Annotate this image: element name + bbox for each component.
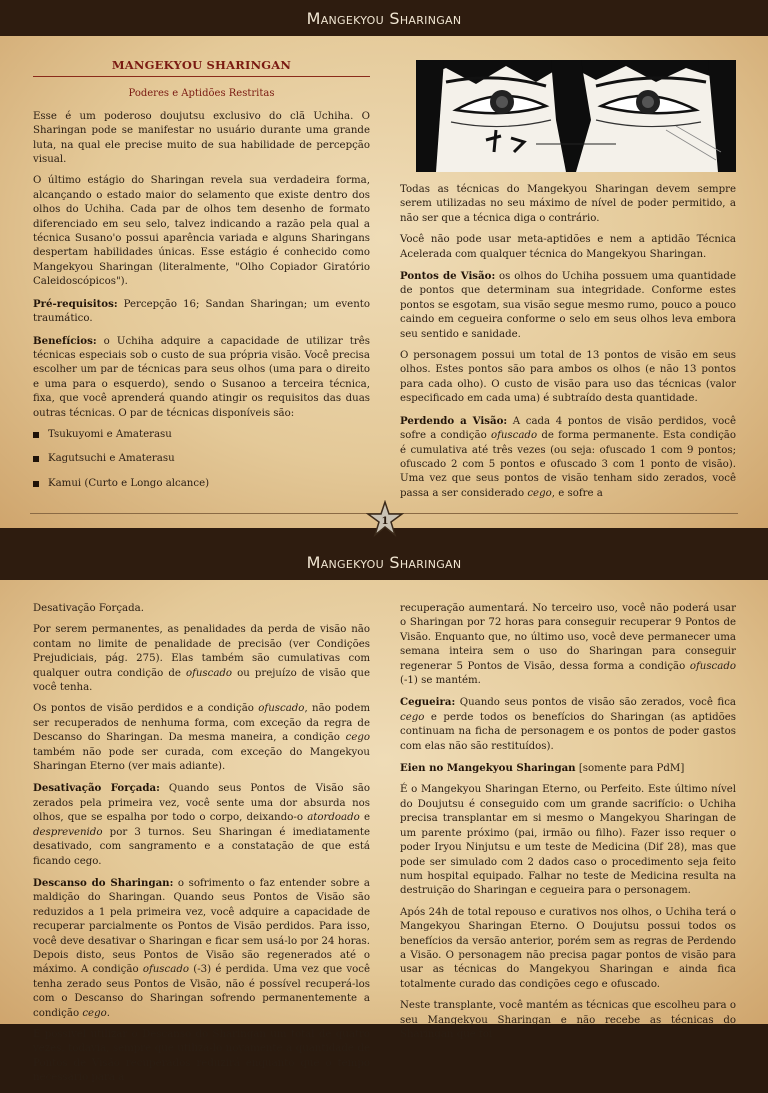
eternal-sharingan-paragraph: É o Mangekyou Sharingan Eterno, ou Perfeito. Este último nível do Doujutsu é conseguido com um grande sacrifício: o Uchiha precisa transplantar em si mesmo o Mangekyou Sharingan de um parente próximo (pai, irmão ou filho). Fazer isso requer o poder Iryou Ninjutsu e um teste de Medicina (Dif 28), mas que pode ser simulado com 2 dados caso o procedimento seja feito num hospital equipado. Falhar no teste de Medicina resulta na destruição do Sharingan e cegueira para o personagem. bbox=[400, 784, 736, 897]
vision-total-paragraph: O personagem possui um total de 13 pontos de visão em seus olhos. Estes pontos são para ambos os olhos (e não 13 pontos para cada olho). O custo de visão para uso das técnicas (valor especificado em cada uma) é subtraído desta quantidade. bbox=[400, 350, 736, 405]
bullet-icon bbox=[33, 456, 39, 462]
left-column bbox=[33, 58, 370, 501]
header-title: Mangekyou Sharingan bbox=[306, 552, 462, 572]
losing-vision-paragraph: Perdendo a Visão: A cada 4 pontos de visão perdidos, você sofre a condição ofuscado de forma permanente. Esta condição é cumulativa até três vezes (ou seja: ofuscado 1 com 9 pontos; ofuscado 2 com 5 pontos e ofuscado 3 com 1 ponto de visão). Uma vez que seus pontos de visão tenham sido zerados, você passa a ser considerado cego, e sofre a bbox=[400, 414, 736, 499]
benefits-text: o Uchiha adquire a capacidade de utilizar três técnicas especiais sob o custo de sua própria visão. Você precisa escolher um par de técnicas para seus olhos (uma para o direito e uma para o esquerdo), sendo o Susanoo a terceira técnica, fixa, que você aprenderá quando atingir os requisitos das duas outras técnicas. O par de técnicas disponíveis são: bbox=[33, 335, 370, 419]
section-title: MANGEKYOU SHARINGAN bbox=[33, 58, 370, 77]
recovery-paragraph: recuperação aumentará. No terceiro uso, você não poderá usar o Sharingan por 72 horas para conseguir recuperar 9 Pontos de Visão. Enquanto que, no último uso, você deve permanecer uma semana inteira sem o uso do Sharingan para conseguir regenerar 5 Pontos de Visão, dessa forma a condição ofuscado (-1) se mantém. bbox=[400, 603, 736, 687]
section-subtitle: Poderes e Aptidões Restritas bbox=[128, 88, 275, 100]
prereq-text: Percepção 16; Sandan Sharingan; um evento traumático. bbox=[33, 298, 370, 325]
benefits-label: Benefícios: bbox=[33, 334, 97, 347]
vision-points-paragraph: Pontos de Visão: os olhos do Uchiha possuem uma quantidade de pontos que determinam sua integridade. Conforme estes pontos se esgotam, sua visão segue mesmo rumo, pouco a pouco caindo em cegueira conforme o selo em seus olhos leva embora seu sentido e sanidade. bbox=[400, 270, 736, 340]
prerequisites-paragraph bbox=[33, 297, 370, 327]
forced-deactivation-ref: Desativação Forçada. bbox=[33, 603, 144, 614]
meta-aptitude-paragraph: Você não pode usar meta-aptidões e nem a aptidão Técnica Acelerada com qualquer técnica do Mangekyou Sharingan. bbox=[400, 234, 736, 260]
eyes-icon bbox=[416, 60, 736, 172]
page-header bbox=[0, 0, 768, 36]
vision-label: Pontos de Visão: bbox=[400, 270, 496, 283]
after-transplant-paragraph: Após 24h de total repouso e curativos nos olhos, o Uchiha terá o Mangekyou Sharingan Eterno. O Doujutsu possui todos os benefícios da versão anterior, porém sem as regras de Perdendo a Visão. O personagem não precisa pagar pontos de visão para usar as técnicas do Mangekyou Sharingan e ainda fica totalmente curado das condições cego e ofuscado. bbox=[400, 906, 736, 990]
forced-deactivation-paragraph: Desativação Forçada: Quando seus Pontos de Visão são zerados pela primeira vez, você sente uma dor absurda nos olhos, que se espalha por todo o corpo, deixando-o atordoado e desprevenido por 3 turnos. Seu Sharingan é imediatamente desativado, com sangramento e a constatação de que está ficando cego. bbox=[33, 782, 370, 867]
blindness-paragraph: Cegueira: Quando seus pontos de visão são zerados, você fica cego e perde todos os benefícios do Sharingan (as aptidões continuam na ficha de personagem e os pontos de poder gastos com elas não são restituídos). bbox=[400, 696, 736, 752]
sharingan-rest-paragraph: Descanso do Sharingan: o sofrimento o faz entender sobre a maldição do Sharingan. Quando seus Pontos de Visão são reduzidos a 1 pela primeira vez, você adquire a capacidade de recuperar parcialmente os Pontos de Visão perdidos. Para isso, você deve desativar o Sharingan e ficar sem usá-lo por 24 horas. Depois disto, seus Pontos de Visão são regenerados até o máximo. A condição ofuscado (-3) é perdida. Uma vez que você tenha zerado seus Pontos de Visão, não é possível recuperá-los com o Descanso do Sharingan sofrendo permanentemente a condição cego. bbox=[33, 876, 370, 1019]
page-number: 1 bbox=[381, 516, 389, 527]
transplant-techniques-paragraph: Neste transplante, você mantém as técnicas que escolheu para o seu Mangekyou Sharingan e não recebe as técnicas do Sharingan que foi bbox=[400, 1000, 736, 1040]
techniques-rule-paragraph: Todas as técnicas do Mangekyou Sharingan devem sempre serem utilizadas no seu máximo de nível de poder permitido, a não ser que a técnica diga o contrário. bbox=[400, 184, 736, 224]
left-column-page-2 bbox=[33, 602, 370, 1093]
losing-label: Perdendo a Visão: bbox=[400, 414, 508, 427]
page-number-star-icon bbox=[366, 500, 404, 538]
lost-points-paragraph: Os pontos de visão perdidos e a condição ofuscado, não podem ser recuperados de nenhuma forma, com exceção da regra de Descanso do Sharingan. Da mesma maneira, a condição cego também não pode ser curada, com exceção do Mangekyou Sharingan Eterno (ver mais adiante). bbox=[33, 703, 370, 773]
list-item: Tsukuyomi e Amaterasu bbox=[33, 428, 370, 442]
bullet-icon bbox=[33, 481, 39, 487]
list-item: Kagutsuchi e Amaterasu bbox=[33, 452, 370, 466]
right-column-page-2 bbox=[400, 602, 736, 1049]
techniques-list bbox=[33, 428, 370, 491]
intro-paragraph: Esse é um poderoso doujutsu exclusivo do clã Uchiha. O Sharingan pode se manifestar no usuário durante uma grande luta, na qual ele precise muito de sua habilidade de percepção visual. bbox=[33, 110, 370, 166]
benefits-paragraph bbox=[33, 334, 370, 421]
sharingan-eyes-illustration bbox=[416, 60, 736, 172]
page-1 bbox=[0, 0, 768, 528]
bullet-icon bbox=[33, 432, 39, 438]
stage-paragraph: O último estágio do Sharingan revela sua verdadeira forma, alcançando o estado maior do selamento que existe dentro dos olhos do Uchiha. Cada par de olhos tem desenho de formato diferenciado em seu selo, talvez indicando a razão pela qual a técnica Susano'o possui aparência variada e alguns Sharingans despertam habilidades únicas. Esse estágio é conhecido como Mangekyou Sharingan (literalmente, "Olho Copiador Giratório Caleidoscópicos"). bbox=[33, 175, 370, 288]
eien-heading: Eien no Mangekyou Sharingan [somente para PdM] bbox=[400, 762, 685, 775]
penalties-paragraph: Por serem permanentes, as penalidades da perda de visão não contam no limite de penalidade de precisão (ver Condições Prejudiciais, pág. 275). Elas também são cumulativas com qualquer outra condição de ofuscado ou prejuízo de visão que você tenha. bbox=[33, 624, 370, 694]
prereq-label: Pré-requisitos: bbox=[33, 297, 118, 310]
page-header bbox=[0, 544, 768, 580]
header-title: Mangekyou Sharingan bbox=[306, 8, 462, 28]
rest-usage-paragraph: É possível utilizar o Descanso do Sharingan um total de quatro vezes, todavia, sempre que utilizá-lo novamente a quantidade de Pontos de Visão recuperados reduzirá enquanto que o tempo necessário para a bbox=[33, 1028, 370, 1084]
list-item: Kamui (Curto e Longo alcance) bbox=[33, 477, 370, 491]
right-column bbox=[400, 183, 736, 508]
